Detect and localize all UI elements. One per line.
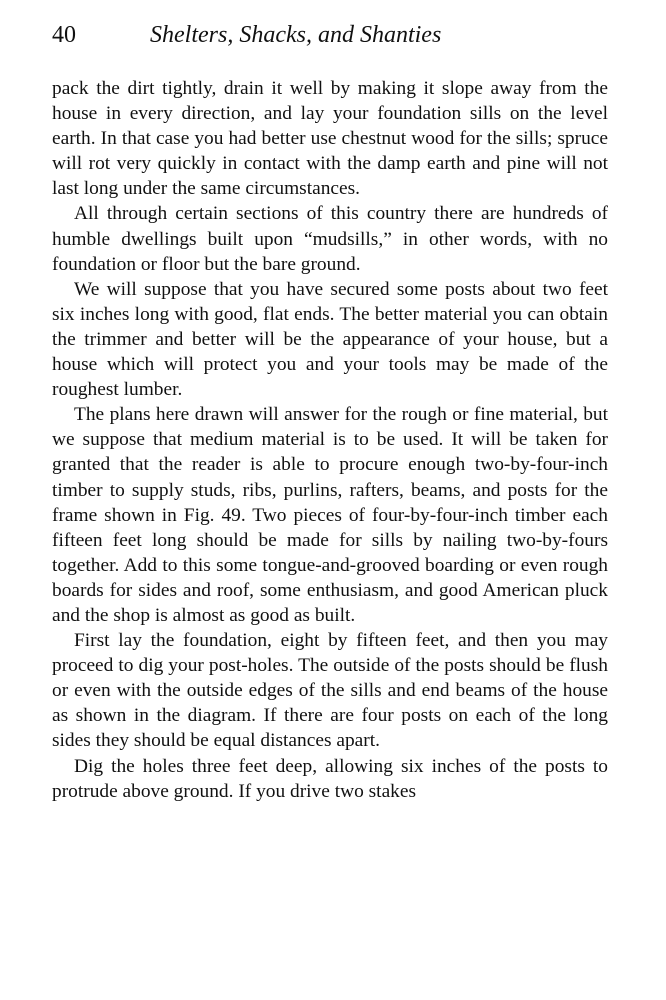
paragraph: Dig the holes three feet deep, allowing six inches of the posts to protrude above ground. If you drive two stakes: [52, 755, 608, 802]
paragraph: The plans here drawn will answer for the rough or fine material, but we suppose that medium material is to be used. It will be taken for granted that the reader is able to procure enough two-by-four-inch timber to supply studs, ribs, purlins, rafters, beams, and posts for the frame shown in Fig. 49. Two pieces of four-by-four-inch timber each fifteen feet long should be made for sills by nailing two-by-fours together. Add to this some tongue-and-grooved boarding or even rough boards for sides and roof, some enthusiasm, and good American pluck and the shop is almost as good as built.: [52, 404, 608, 626]
body-text: [52, 76, 608, 804]
page-header: [52, 22, 608, 60]
paragraph: All through certain sections of this country there are hundreds of humble dwellings built upon “mudsills,” in other words, with no foundation or floor but the bare ground.: [52, 203, 608, 275]
paragraph: We will suppose that you have secured some posts about two feet six inches long with good, flat ends. The better material you can obtain the trimmer and better will be the appearance of your house, but a house which will protect you and your tools may be made of the roughest lumber.: [52, 278, 608, 401]
paragraph-continued: pack the dirt tightly, drain it well by making it slope away from the house in every direction, and lay your foundation sills on the level earth. In that case you had better use chestnut wood for the sills; spruce will rot very quickly in contact with the damp earth and pine will not last long under the same circumstances.: [52, 78, 608, 200]
page-number: 40: [52, 22, 76, 48]
running-title: Shelters, Shacks, and Shanties: [150, 22, 442, 48]
book-page: [52, 22, 608, 804]
paragraph: First lay the foundation, eight by fifteen feet, and then you may proceed to dig your post-holes. The outside of the posts should be flush or even with the outside edges of the sills and end beams of the house as shown in the diagram. If there are four posts on each of the long sides they should be equal distances apart.: [52, 630, 608, 752]
